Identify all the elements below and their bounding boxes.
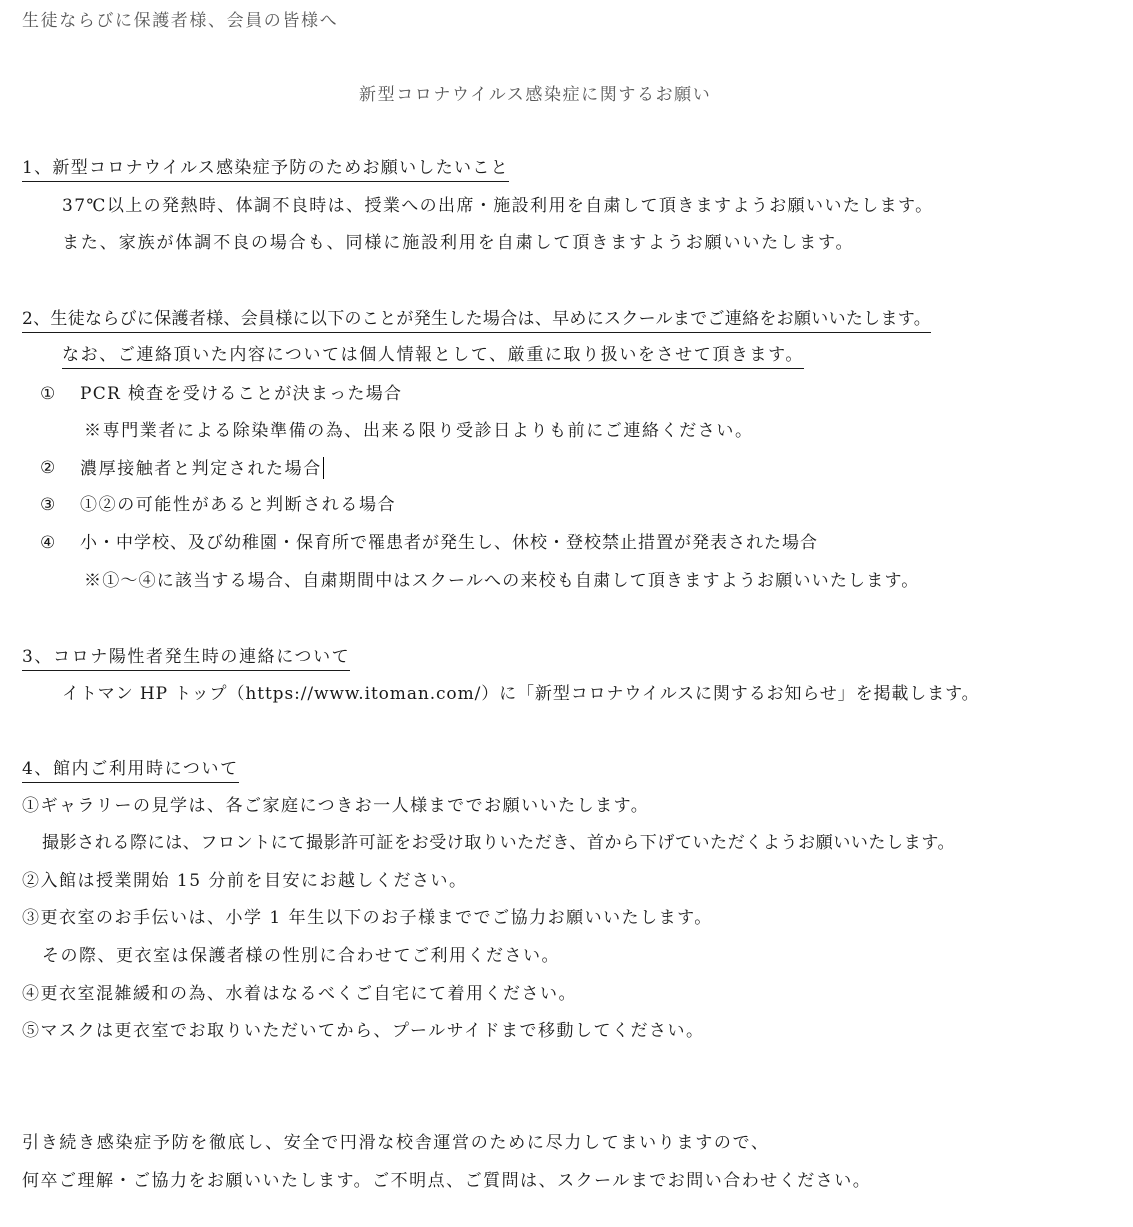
section2-heading: 2、生徒ならびに保護者様、会員様に以下のことが発生した場合は、早めにスクールまでご連絡をお願いいたします。 bbox=[22, 308, 931, 333]
list-item-number: ④ bbox=[40, 533, 56, 553]
section4-line: ④更衣室混雑緩和の為、水着はなるべくご自宅にて着用ください。 bbox=[22, 984, 577, 1004]
section4-heading: 4、館内ご利用時について bbox=[22, 758, 239, 783]
section1-heading: 1、新型コロナウイルス感染症予防のためお願いしたいこと bbox=[22, 157, 509, 182]
section4-line: その際、更衣室は保護者様の性別に合わせてご利用ください。 bbox=[42, 946, 560, 966]
section4-line: 撮影される際には、フロントにて撮影許可証をお受け取りいただき、首から下げていただくようお願いいたします。 bbox=[42, 833, 956, 853]
list-item-note: ※専門業者による除染準備の為、出来る限り受診日よりも前にご連絡ください。 bbox=[84, 421, 754, 441]
list-item: PCR 検査を受けることが決まった場合 bbox=[80, 384, 403, 404]
section4-line: ①ギャラリーの見学は、各ご家庭につきお一人様まででお願いいたします。 bbox=[22, 796, 650, 816]
section4-line: ②入館は授業開始 15 分前を目安にお越しください。 bbox=[22, 871, 468, 891]
section1-line: また、家族が体調不良の場合も、同様に施設利用を自粛して頂きますようお願いいたします。 bbox=[62, 233, 855, 253]
list-item-number: ② bbox=[40, 458, 56, 478]
closing-line: 何卒ご理解・ご協力をお願いいたします。ご不明点、ご質問は、スクールまでお問い合わせください。 bbox=[22, 1171, 872, 1191]
section3-line: イトマン HP トップ（https://www.itoman.com/）に「新型コロナウイルスに関するお知らせ」を掲載します。 bbox=[62, 684, 980, 704]
text-cursor bbox=[323, 457, 325, 479]
list-item-number: ① bbox=[40, 384, 56, 404]
list-item: 小・中学校、及び幼稚園・保育所で罹患者が発生し、休校・登校禁止措置が発表された場合 bbox=[80, 533, 818, 553]
section3-heading: 3、コロナ陽性者発生時の連絡について bbox=[22, 646, 350, 671]
section1-line: 37℃以上の発熱時、体調不良時は、授業への出席・施設利用を自粛して頂きますようお願いいたします。 bbox=[62, 196, 934, 216]
section2-subheading: なお、ご連絡頂いた内容については個人情報として、厳重に取り扱いをさせて頂きます。 bbox=[62, 344, 804, 369]
list-item bbox=[80, 457, 324, 480]
list-item-text: 濃厚接触者と判定された場合 bbox=[80, 459, 322, 479]
list-item-number: ③ bbox=[40, 495, 56, 515]
document-title: 新型コロナウイルス感染症に関するお願い bbox=[359, 85, 712, 105]
section4-line: ⑤マスクは更衣室でお取りいただいてから、プールサイドまで移動してください。 bbox=[22, 1021, 705, 1041]
section4-line: ③更衣室のお手伝いは、小学 1 年生以下のお子様まででご協力お願いいたします。 bbox=[22, 908, 713, 928]
salutation: 生徒ならびに保護者様、会員の皆様へ bbox=[22, 11, 339, 31]
list-item-note: ※①〜④に該当する場合、自粛期間中はスクールへの来校も自粛して頂きますようお願いいたします。 bbox=[84, 571, 920, 591]
list-item: ①②の可能性があると判断される場合 bbox=[80, 495, 397, 515]
closing-line: 引き続き感染症予防を徹底し、安全で円滑な校舎運営のために尽力してまいりますので、 bbox=[22, 1133, 770, 1153]
